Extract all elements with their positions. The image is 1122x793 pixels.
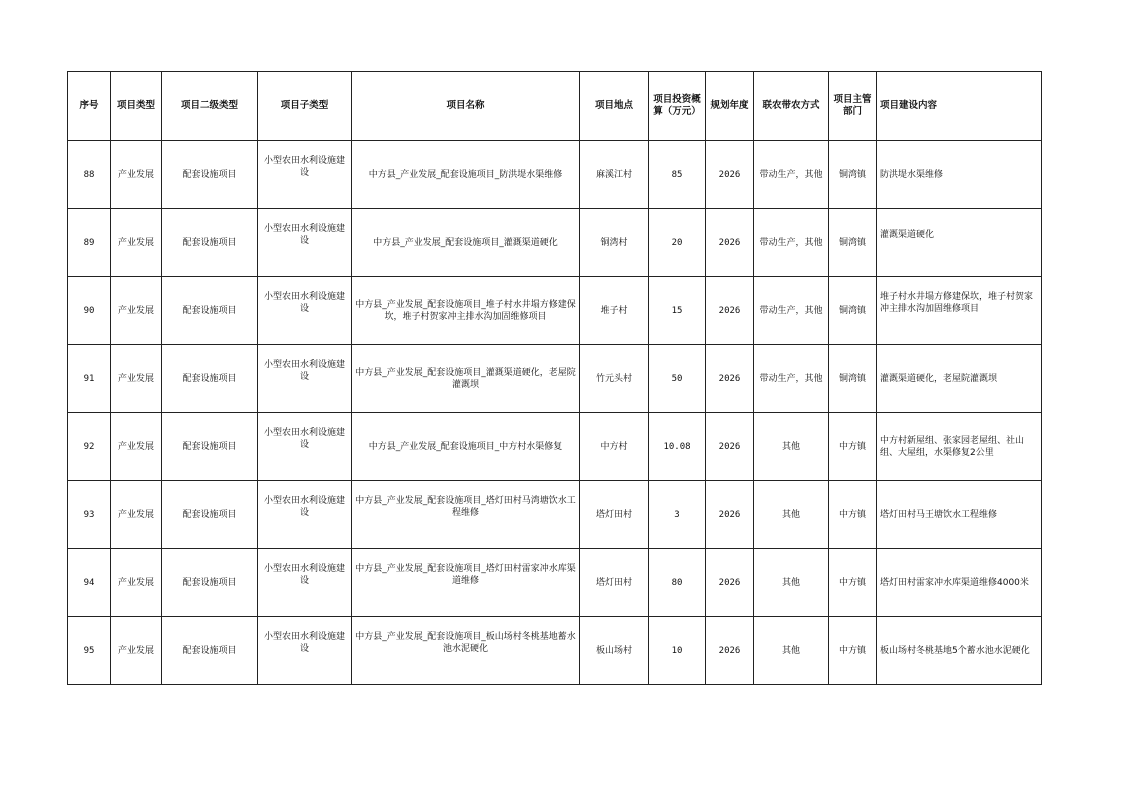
header-content: 项目建设内容	[877, 72, 1042, 141]
cell-type: 产业发展	[111, 481, 162, 549]
cell-investment: 10	[649, 617, 706, 685]
cell-seq: 93	[68, 481, 111, 549]
cell-content: 防洪堤水渠维修	[877, 141, 1042, 209]
cell-name: 中方县_产业发展_配套设施项目_堆子村水井塌方修建保坎，堆子村贺家冲主排水沟加固维修项目	[352, 277, 580, 345]
header-type2: 项目二级类型	[162, 72, 258, 141]
cell-year: 2026	[706, 617, 754, 685]
subtype-text: 小型农田水利设施建设	[263, 631, 345, 654]
table-row	[68, 345, 1042, 413]
cell-mode: 带动生产，其他	[754, 209, 829, 277]
cell-subtype	[258, 277, 352, 345]
table-row	[68, 209, 1042, 277]
cell-mode: 其他	[754, 549, 829, 617]
cell-location: 竹元头村	[580, 345, 649, 413]
cell-type2: 配套设施项目	[162, 277, 258, 345]
cell-mode: 带动生产，其他	[754, 345, 829, 413]
cell-subtype	[258, 413, 352, 481]
subtype-text: 小型农田水利设施建设	[263, 223, 345, 246]
cell-year: 2026	[706, 141, 754, 209]
cell-location: 铜湾村	[580, 209, 649, 277]
subtype-text: 小型农田水利设施建设	[263, 563, 345, 586]
cell-subtype	[258, 549, 352, 617]
cell-type2: 配套设施项目	[162, 549, 258, 617]
cell-investment: 10.08	[649, 413, 706, 481]
cell-type: 产业发展	[111, 413, 162, 481]
subtype-text: 小型农田水利设施建设	[263, 495, 345, 518]
cell-year: 2026	[706, 209, 754, 277]
cell-mode: 其他	[754, 413, 829, 481]
header-dept: 项目主管部门	[829, 72, 877, 141]
cell-subtype	[258, 617, 352, 685]
cell-dept: 铜湾镇	[829, 345, 877, 413]
cell-mode: 带动生产，其他	[754, 141, 829, 209]
cell-subtype	[258, 209, 352, 277]
cell-name: 中方县_产业发展_配套设施项目_灌溉渠道硬化，老屋院灌溉坝	[352, 345, 580, 413]
cell-name: 中方县_产业发展_配套设施项目_防洪堤水渠维修	[352, 141, 580, 209]
header-row	[68, 72, 1042, 141]
cell-location: 板山场村	[580, 617, 649, 685]
subtype-text: 小型农田水利设施建设	[263, 155, 345, 178]
cell-type: 产业发展	[111, 277, 162, 345]
cell-name: 中方县_产业发展_配套设施项目_中方村水渠修复	[352, 413, 580, 481]
header-subtype: 项目子类型	[258, 72, 352, 141]
subtype-text: 小型农田水利设施建设	[263, 291, 345, 314]
cell-dept: 中方镇	[829, 549, 877, 617]
cell-year: 2026	[706, 345, 754, 413]
cell-content: 灌溉渠道硬化，老屋院灌溉坝	[877, 345, 1042, 413]
cell-seq: 94	[68, 549, 111, 617]
cell-type: 产业发展	[111, 345, 162, 413]
table-row	[68, 549, 1042, 617]
cell-subtype	[258, 481, 352, 549]
cell-year: 2026	[706, 549, 754, 617]
cell-subtype	[258, 141, 352, 209]
cell-investment: 3	[649, 481, 706, 549]
cell-seq: 91	[68, 345, 111, 413]
cell-type2: 配套设施项目	[162, 617, 258, 685]
cell-seq: 90	[68, 277, 111, 345]
header-mode: 联农带农方式	[754, 72, 829, 141]
cell-year: 2026	[706, 413, 754, 481]
cell-dept: 铜湾镇	[829, 209, 877, 277]
cell-type: 产业发展	[111, 141, 162, 209]
cell-mode: 其他	[754, 617, 829, 685]
cell-dept: 中方镇	[829, 617, 877, 685]
cell-seq: 95	[68, 617, 111, 685]
cell-dept: 中方镇	[829, 481, 877, 549]
cell-subtype	[258, 345, 352, 413]
cell-mode: 带动生产，其他	[754, 277, 829, 345]
cell-seq: 89	[68, 209, 111, 277]
cell-location: 塔灯田村	[580, 481, 649, 549]
header-seq: 序号	[68, 72, 111, 141]
cell-type2: 配套设施项目	[162, 345, 258, 413]
table-row	[68, 277, 1042, 345]
content-text: 堆子村水井塌方修建保坎，堆子村贺家冲主排水沟加固维修项目	[880, 291, 1034, 314]
cell-dept: 铜湾镇	[829, 277, 877, 345]
cell-investment: 20	[649, 209, 706, 277]
subtype-text: 小型农田水利设施建设	[263, 427, 345, 450]
cell-location: 中方村	[580, 413, 649, 481]
cell-name	[352, 617, 580, 685]
cell-name: 中方县_产业发展_配套设施项目_灌溉渠道硬化	[352, 209, 580, 277]
cell-year: 2026	[706, 277, 754, 345]
cell-location: 塔灯田村	[580, 549, 649, 617]
cell-location: 堆子村	[580, 277, 649, 345]
cell-year: 2026	[706, 481, 754, 549]
name-text: 中方县_产业发展_配套设施项目_塔灯田村雷家冲水库渠道维修	[355, 563, 576, 586]
cell-content: 板山场村冬桃基地5个蓄水池水泥硬化	[877, 617, 1042, 685]
cell-investment: 80	[649, 549, 706, 617]
cell-type2: 配套设施项目	[162, 413, 258, 481]
project-table	[67, 71, 1042, 685]
header-name: 项目名称	[352, 72, 580, 141]
cell-content	[877, 277, 1042, 345]
header-year: 规划年度	[706, 72, 754, 141]
cell-seq: 88	[68, 141, 111, 209]
cell-content: 塔灯田村雷家冲水库渠道维修4000米	[877, 549, 1042, 617]
table-row	[68, 617, 1042, 685]
cell-investment: 15	[649, 277, 706, 345]
cell-investment: 50	[649, 345, 706, 413]
header-location: 项目地点	[580, 72, 649, 141]
table-row	[68, 141, 1042, 209]
cell-dept: 中方镇	[829, 413, 877, 481]
name-text: 中方县_产业发展_配套设施项目_板山场村冬桃基地蓄水池水泥硬化	[355, 631, 576, 654]
cell-content: 中方村新屋组、张家园老屋组、社山组、大屋组，水渠修复2公里	[877, 413, 1042, 481]
subtype-text: 小型农田水利设施建设	[263, 359, 345, 382]
cell-content	[877, 209, 1042, 277]
cell-type: 产业发展	[111, 209, 162, 277]
table-row	[68, 413, 1042, 481]
cell-type: 产业发展	[111, 549, 162, 617]
cell-content: 塔灯田村马王塘饮水工程维修	[877, 481, 1042, 549]
cell-name	[352, 549, 580, 617]
cell-investment: 85	[649, 141, 706, 209]
cell-mode: 其他	[754, 481, 829, 549]
name-text: 中方县_产业发展_配套设施项目_塔灯田村马湾塘饮水工程维修	[355, 495, 576, 518]
cell-location: 麻溪江村	[580, 141, 649, 209]
cell-type2: 配套设施项目	[162, 141, 258, 209]
cell-type2: 配套设施项目	[162, 481, 258, 549]
cell-seq: 92	[68, 413, 111, 481]
cell-name	[352, 481, 580, 549]
table-row	[68, 481, 1042, 549]
cell-type2: 配套设施项目	[162, 209, 258, 277]
header-investment: 项目投资概算（万元）	[649, 72, 706, 141]
content-text: 灌溉渠道硬化	[880, 229, 935, 240]
cell-dept: 铜湾镇	[829, 141, 877, 209]
header-type: 项目类型	[111, 72, 162, 141]
cell-type: 产业发展	[111, 617, 162, 685]
